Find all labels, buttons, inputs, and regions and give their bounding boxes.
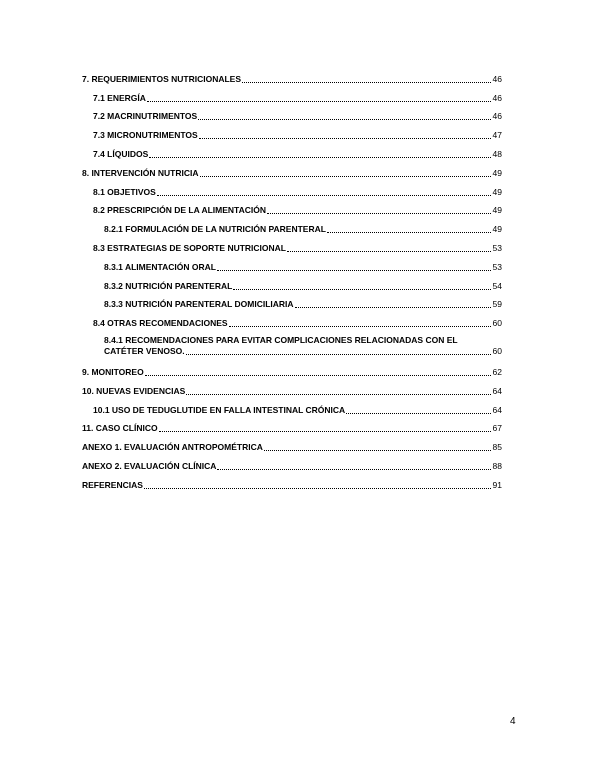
toc-entry[interactable] xyxy=(82,399,502,418)
toc-entry-title: 8.4 OTRAS RECOMENDACIONES xyxy=(93,318,228,329)
toc-entry-page: 67 xyxy=(492,423,502,434)
toc-entry-page: 64 xyxy=(492,385,502,396)
toc-entry-page: 46 xyxy=(492,111,502,122)
toc-dot-leader xyxy=(295,306,491,308)
toc-entry[interactable] xyxy=(82,474,502,493)
toc-entry-page: 53 xyxy=(492,242,502,253)
toc-dot-leader xyxy=(233,288,491,290)
toc-dot-leader xyxy=(147,100,491,102)
toc-entry[interactable] xyxy=(82,68,502,87)
toc-dot-leader xyxy=(144,487,491,489)
toc-entry-title: 7.1 ENERGÍA xyxy=(93,92,146,103)
toc-dot-leader xyxy=(287,250,491,252)
toc-entry-title: ANEXO 1. EVALUACIÓN ANTROPOMÉTRICA xyxy=(82,442,263,453)
toc-entry[interactable] xyxy=(82,275,502,294)
toc-entry-title: ANEXO 2. EVALUACIÓN CLÍNICA xyxy=(82,460,217,471)
toc-entry-page: 88 xyxy=(492,460,502,471)
toc-dot-leader xyxy=(217,269,491,271)
toc-entry-title: 10.1 USO DE TEDUGLUTIDE EN FALLA INTESTINAL CRÓNICA xyxy=(93,404,346,415)
table-of-contents xyxy=(82,68,502,493)
toc-dot-leader xyxy=(267,212,491,214)
toc-dot-leader xyxy=(327,231,491,233)
toc-entry[interactable] xyxy=(82,331,502,361)
toc-dot-leader xyxy=(186,393,491,395)
toc-entry-title: 10. NUEVAS EVIDENCIAS xyxy=(82,385,186,396)
toc-entry[interactable] xyxy=(82,200,502,219)
toc-entry-title: 8.3.3 NUTRICIÓN PARENTERAL DOMICILIARIA xyxy=(104,299,294,310)
toc-dot-leader xyxy=(200,175,492,177)
toc-entry-title: 7.4 LÍQUIDOS xyxy=(93,148,149,159)
toc-entry-title: 8.2 PRESCRIPCIÓN DE LA ALIMENTACIÓN xyxy=(93,205,267,216)
toc-entry[interactable] xyxy=(82,106,502,125)
toc-entry-page: 49 xyxy=(492,205,502,216)
toc-dot-leader xyxy=(198,118,491,120)
toc-dot-leader xyxy=(242,81,491,83)
toc-entry[interactable] xyxy=(82,237,502,256)
toc-entry[interactable] xyxy=(82,162,502,181)
toc-entry-title: 8.3.2 NUTRICIÓN PARENTERAL xyxy=(104,280,233,291)
toc-dot-leader xyxy=(149,156,491,158)
toc-entry-page: 60 xyxy=(492,346,502,357)
toc-entry-page: 49 xyxy=(492,167,502,178)
toc-entry[interactable] xyxy=(82,181,502,200)
toc-dot-leader xyxy=(346,412,491,414)
toc-entry-page: 85 xyxy=(492,442,502,453)
toc-dot-leader xyxy=(199,137,491,139)
toc-entry-title: 8.4.1 RECOMENDACIONES PARA EVITAR COMPLICACIONES RELACIONADAS CON EL xyxy=(104,335,458,346)
toc-entry[interactable] xyxy=(82,436,502,455)
toc-entry-page: 49 xyxy=(492,186,502,197)
toc-entry[interactable] xyxy=(82,361,502,380)
toc-entry-page: 46 xyxy=(492,73,502,84)
page-number: 4 xyxy=(510,716,516,727)
toc-entry-title-continued: CATÉTER VENOSO. xyxy=(104,346,185,357)
toc-entry[interactable] xyxy=(82,455,502,474)
toc-entry-title: 9. MONITOREO xyxy=(82,366,144,377)
toc-entry-page: 91 xyxy=(492,479,502,490)
toc-entry-page: 60 xyxy=(492,318,502,329)
toc-dot-leader xyxy=(159,430,491,432)
toc-entry-title: 7.3 MICRONUTRIMENTOS xyxy=(93,130,198,141)
toc-dot-leader xyxy=(229,325,491,327)
toc-entry-page: 48 xyxy=(492,148,502,159)
toc-entry-page: 49 xyxy=(492,224,502,235)
toc-dot-leader xyxy=(145,374,491,376)
toc-entry-title: 8.3.1 ALIMENTACIÓN ORAL xyxy=(104,261,216,272)
toc-entry-title: 8.2.1 FORMULACIÓN DE LA NUTRICIÓN PARENTERAL xyxy=(104,224,326,235)
toc-entry-title: 11. CASO CLÍNICO xyxy=(82,423,158,434)
toc-entry[interactable] xyxy=(82,87,502,106)
toc-entry[interactable] xyxy=(82,312,502,331)
toc-dot-leader xyxy=(157,194,491,196)
toc-entry[interactable] xyxy=(82,218,502,237)
toc-entry[interactable] xyxy=(82,380,502,399)
toc-entry[interactable] xyxy=(82,418,502,437)
toc-entry-page: 59 xyxy=(492,299,502,310)
toc-entry-page: 53 xyxy=(492,261,502,272)
toc-entry-page: 62 xyxy=(492,366,502,377)
toc-entry[interactable] xyxy=(82,256,502,275)
toc-entry[interactable] xyxy=(82,124,502,143)
toc-dot-leader xyxy=(186,353,491,355)
toc-dot-leader xyxy=(264,449,491,451)
toc-entry-page: 64 xyxy=(492,404,502,415)
toc-entry[interactable] xyxy=(82,294,502,313)
toc-entry-page: 54 xyxy=(492,280,502,291)
toc-entry-title: 8. INTERVENCIÓN NUTRICIA xyxy=(82,167,199,178)
toc-entry[interactable] xyxy=(82,143,502,162)
toc-entry-page: 47 xyxy=(492,130,502,141)
toc-entry-page: 46 xyxy=(492,92,502,103)
toc-dot-leader xyxy=(217,468,491,470)
toc-entry-title: REFERENCIAS xyxy=(82,479,143,490)
toc-entry-title: 7.2 MACRINUTRIMENTOS xyxy=(93,111,198,122)
toc-entry-title: 8.3 ESTRATEGIAS DE SOPORTE NUTRICIONAL xyxy=(93,242,287,253)
toc-entry-title: 7. REQUERIMIENTOS NUTRICIONALES xyxy=(82,73,241,84)
toc-entry-title: 8.1 OBJETIVOS xyxy=(93,186,156,197)
